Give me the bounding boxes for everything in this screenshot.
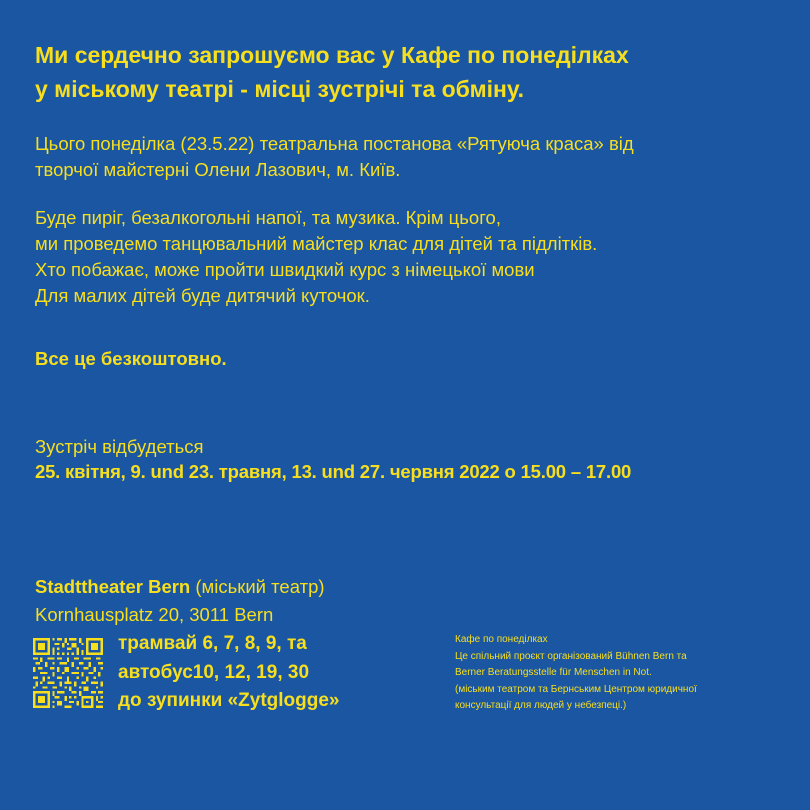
headline (35, 38, 785, 106)
activities-line-1: Буде пиріг, безалкогольні напої, та музика. Крім цього, (35, 207, 501, 228)
qr-code-icon (33, 638, 103, 708)
transport-line-1: трамвай 6, 7, 8, 9, та (118, 633, 307, 654)
free-note: Все це безкоштовно. (35, 348, 227, 369)
headline-line-2: у міському театрі - місці зустрічі та обміну. (35, 76, 525, 102)
venue-address: Kornhausplatz 20, 3011 Bern (35, 604, 274, 625)
activities-line-2: ми проведемо танцювальний майстер клас для дітей та підлітків. (35, 233, 598, 254)
performance-line-2: творчої майстерні Олени Лазович, м. Київ. (35, 159, 401, 180)
project-line-3: Berner Beratungsstelle für Menschen in Not. (455, 667, 652, 678)
headline-line-1: Ми сердечно запрошуємо вас у Кафе по понеділках (35, 42, 629, 68)
venue-name (35, 574, 325, 600)
transport-info (118, 630, 340, 716)
activities-line-3: Хто побажає, може пройти швидкий курс з німецької мови (35, 259, 535, 280)
project-note (455, 632, 785, 715)
meeting-dates: 25. квітня, 9. und 23. травня, 13. und 27. червня 2022 о 15.00 – 17.00 (35, 461, 632, 482)
project-line-5: консультації для людей у небезпеці.) (455, 700, 627, 711)
performance-paragraph (35, 131, 795, 183)
project-line-4: (міським театром та Бернським Центром юридичної (455, 683, 697, 695)
transport-line-2: автобус10, 12, 19, 30 (118, 661, 310, 683)
activities-paragraph (35, 205, 795, 309)
project-line-2: Це спільний проєкт організований Bühnen Bern та (455, 650, 687, 662)
performance-line-1: Цього понеділка (23.5.22) театральна постанова «Рятуюча краса» від (35, 133, 634, 154)
transport-line-3: до зупинки «Zytglogge» (118, 690, 340, 711)
venue-note: (міський театр) (190, 576, 325, 597)
meeting-intro: Зустріч відбудеться (35, 436, 204, 457)
activities-line-4: Для малих дітей буде дитячий куточок. (35, 285, 370, 306)
venue-title: Stadttheater Bern (35, 576, 191, 597)
project-line-1: Кафе по понеділках (455, 634, 548, 645)
